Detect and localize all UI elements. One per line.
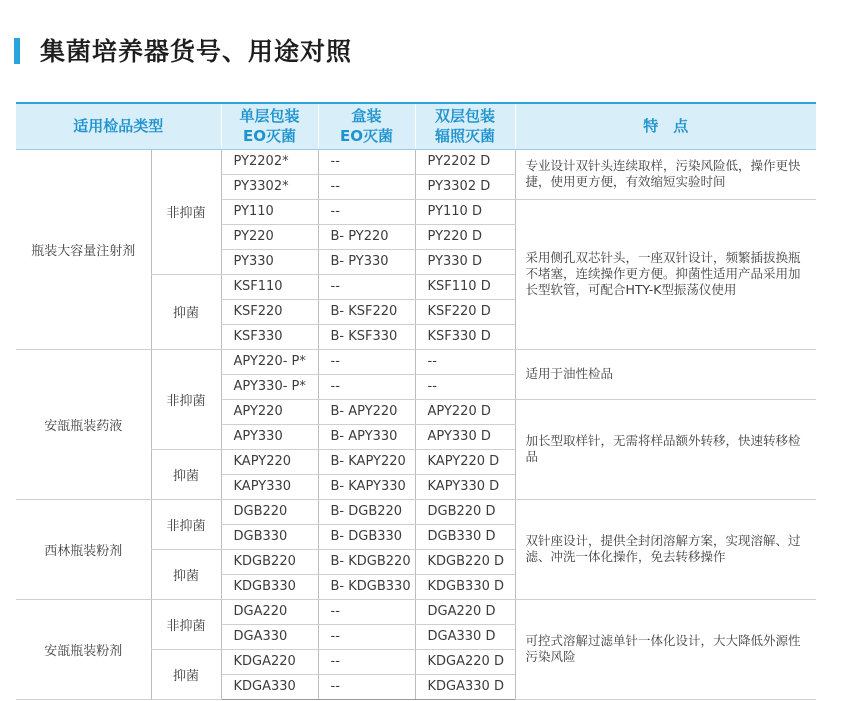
feature-cell: 双针座设计，提供全封闭溶解方案，实现溶解、过滤、冲洗一体化操作，免去转移操作 — [515, 499, 816, 599]
double-irradiation-cell: DGA220 D — [415, 599, 515, 624]
box-eo-cell: B- KSF220 — [318, 299, 415, 324]
subcategory-cell: 抑菌 — [151, 449, 221, 499]
title-accent-bar — [14, 38, 20, 64]
double-irradiation-cell: KAPY330 D — [415, 474, 515, 499]
single-eo-cell: DGA330 — [221, 624, 318, 649]
double-irradiation-cell: KDGA330 D — [415, 674, 515, 699]
double-irradiation-cell: DGB220 D — [415, 499, 515, 524]
box-eo-cell: B- DGB330 — [318, 524, 415, 549]
feature-cell: 采用侧孔双芯针头，一座双针设计，频繁插拔换瓶不堵塞，连续操作更方便。抑菌性适用产品采用加长型软管，可配合HTY-K型振荡仪使用 — [515, 199, 816, 349]
double-irradiation-cell: PY330 D — [415, 249, 515, 274]
double-irradiation-cell: KSF110 D — [415, 274, 515, 299]
double-irradiation-cell: PY2202 D — [415, 149, 515, 174]
box-eo-cell: B- PY220 — [318, 224, 415, 249]
single-eo-cell: KDGB330 — [221, 574, 318, 599]
table-row — [16, 349, 816, 374]
single-eo-cell: KSF110 — [221, 274, 318, 299]
double-irradiation-cell: PY220 D — [415, 224, 515, 249]
box-eo-cell: B- KAPY330 — [318, 474, 415, 499]
double-irradiation-cell: KAPY220 D — [415, 449, 515, 474]
table-row — [16, 599, 816, 624]
single-eo-cell: APY220- P* — [221, 349, 318, 374]
single-eo-cell: KDGA220 — [221, 649, 318, 674]
feature-cell: 可控式溶解过滤单针一体化设计，大大降低外源性污染风险 — [515, 599, 816, 699]
single-eo-cell: APY330 — [221, 424, 318, 449]
box-eo-cell: -- — [318, 149, 415, 174]
feature-cell: 适用于油性检品 — [515, 349, 816, 399]
box-eo-cell: -- — [318, 274, 415, 299]
double-irradiation-cell: APY220 D — [415, 399, 515, 424]
box-eo-cell: -- — [318, 624, 415, 649]
feature-cell: 加长型取样针，无需将样品额外转移，快速转移检品 — [515, 399, 816, 499]
single-eo-cell: DGB330 — [221, 524, 318, 549]
subcategory-cell: 非抑菌 — [151, 349, 221, 449]
product-table — [16, 102, 816, 700]
box-eo-cell: -- — [318, 599, 415, 624]
double-irradiation-cell: -- — [415, 349, 515, 374]
feature-cell: 专业设计双针头连续取样，污染风险低，操作更快捷，使用更方便，有效缩短实验时间 — [515, 149, 816, 199]
box-eo-cell: -- — [318, 199, 415, 224]
double-irradiation-cell: PY3302 D — [415, 174, 515, 199]
box-eo-cell: B- APY220 — [318, 399, 415, 424]
single-eo-cell: KAPY220 — [221, 449, 318, 474]
double-irradiation-cell: KDGA220 D — [415, 649, 515, 674]
single-eo-cell: PY220 — [221, 224, 318, 249]
single-eo-cell: KSF330 — [221, 324, 318, 349]
single-eo-cell: PY3302* — [221, 174, 318, 199]
double-irradiation-cell: PY110 D — [415, 199, 515, 224]
single-eo-cell: KDGA330 — [221, 674, 318, 699]
single-eo-cell: KAPY330 — [221, 474, 318, 499]
page-title: 集菌培养器货号、用途对照 — [40, 37, 353, 66]
category-cell: 安瓿瓶装粉剂 — [16, 599, 151, 699]
double-irradiation-cell: KSF330 D — [415, 324, 515, 349]
subcategory-cell: 非抑菌 — [151, 499, 221, 549]
header-single-eo: 单层包装 EO灭菌 — [221, 103, 318, 149]
double-irradiation-cell: KDGB220 D — [415, 549, 515, 574]
box-eo-cell: -- — [318, 349, 415, 374]
double-irradiation-cell: DGA330 D — [415, 624, 515, 649]
box-eo-cell: B- DGB220 — [318, 499, 415, 524]
double-irradiation-cell: KSF220 D — [415, 299, 515, 324]
subcategory-cell: 非抑菌 — [151, 149, 221, 274]
header-features: 特 点 — [515, 103, 816, 149]
box-eo-cell: -- — [318, 649, 415, 674]
category-cell: 瓶装大容量注射剂 — [16, 149, 151, 349]
single-eo-cell: PY330 — [221, 249, 318, 274]
category-cell: 安瓿瓶装药液 — [16, 349, 151, 499]
double-irradiation-cell: DGB330 D — [415, 524, 515, 549]
table-row — [16, 499, 816, 524]
single-eo-cell: PY2202* — [221, 149, 318, 174]
box-eo-cell: -- — [318, 374, 415, 399]
category-cell: 西林瓶装粉剂 — [16, 499, 151, 599]
single-eo-cell: KSF220 — [221, 299, 318, 324]
subcategory-cell: 抑菌 — [151, 549, 221, 599]
single-eo-cell: DGA220 — [221, 599, 318, 624]
header-type: 适用检品类型 — [16, 103, 221, 149]
box-eo-cell: B- KDGB330 — [318, 574, 415, 599]
box-eo-cell: B- PY330 — [318, 249, 415, 274]
box-eo-cell: -- — [318, 174, 415, 199]
table-header-row — [16, 103, 816, 149]
double-irradiation-cell: APY330 D — [415, 424, 515, 449]
subcategory-cell: 抑菌 — [151, 274, 221, 349]
single-eo-cell: DGB220 — [221, 499, 318, 524]
single-eo-cell: PY110 — [221, 199, 318, 224]
double-irradiation-cell: -- — [415, 374, 515, 399]
single-eo-cell: APY220 — [221, 399, 318, 424]
single-eo-cell: KDGB220 — [221, 549, 318, 574]
subcategory-cell: 非抑菌 — [151, 599, 221, 649]
double-irradiation-cell: KDGB330 D — [415, 574, 515, 599]
box-eo-cell: -- — [318, 674, 415, 699]
box-eo-cell: B- APY330 — [318, 424, 415, 449]
subcategory-cell: 抑菌 — [151, 649, 221, 699]
box-eo-cell: B- KAPY220 — [318, 449, 415, 474]
single-eo-cell: APY330- P* — [221, 374, 318, 399]
header-box-eo: 盒装 EO灭菌 — [318, 103, 415, 149]
table-row — [16, 149, 816, 174]
box-eo-cell: B- KSF330 — [318, 324, 415, 349]
box-eo-cell: B- KDGB220 — [318, 549, 415, 574]
header-double-irradiation: 双层包装 辐照灭菌 — [415, 103, 515, 149]
